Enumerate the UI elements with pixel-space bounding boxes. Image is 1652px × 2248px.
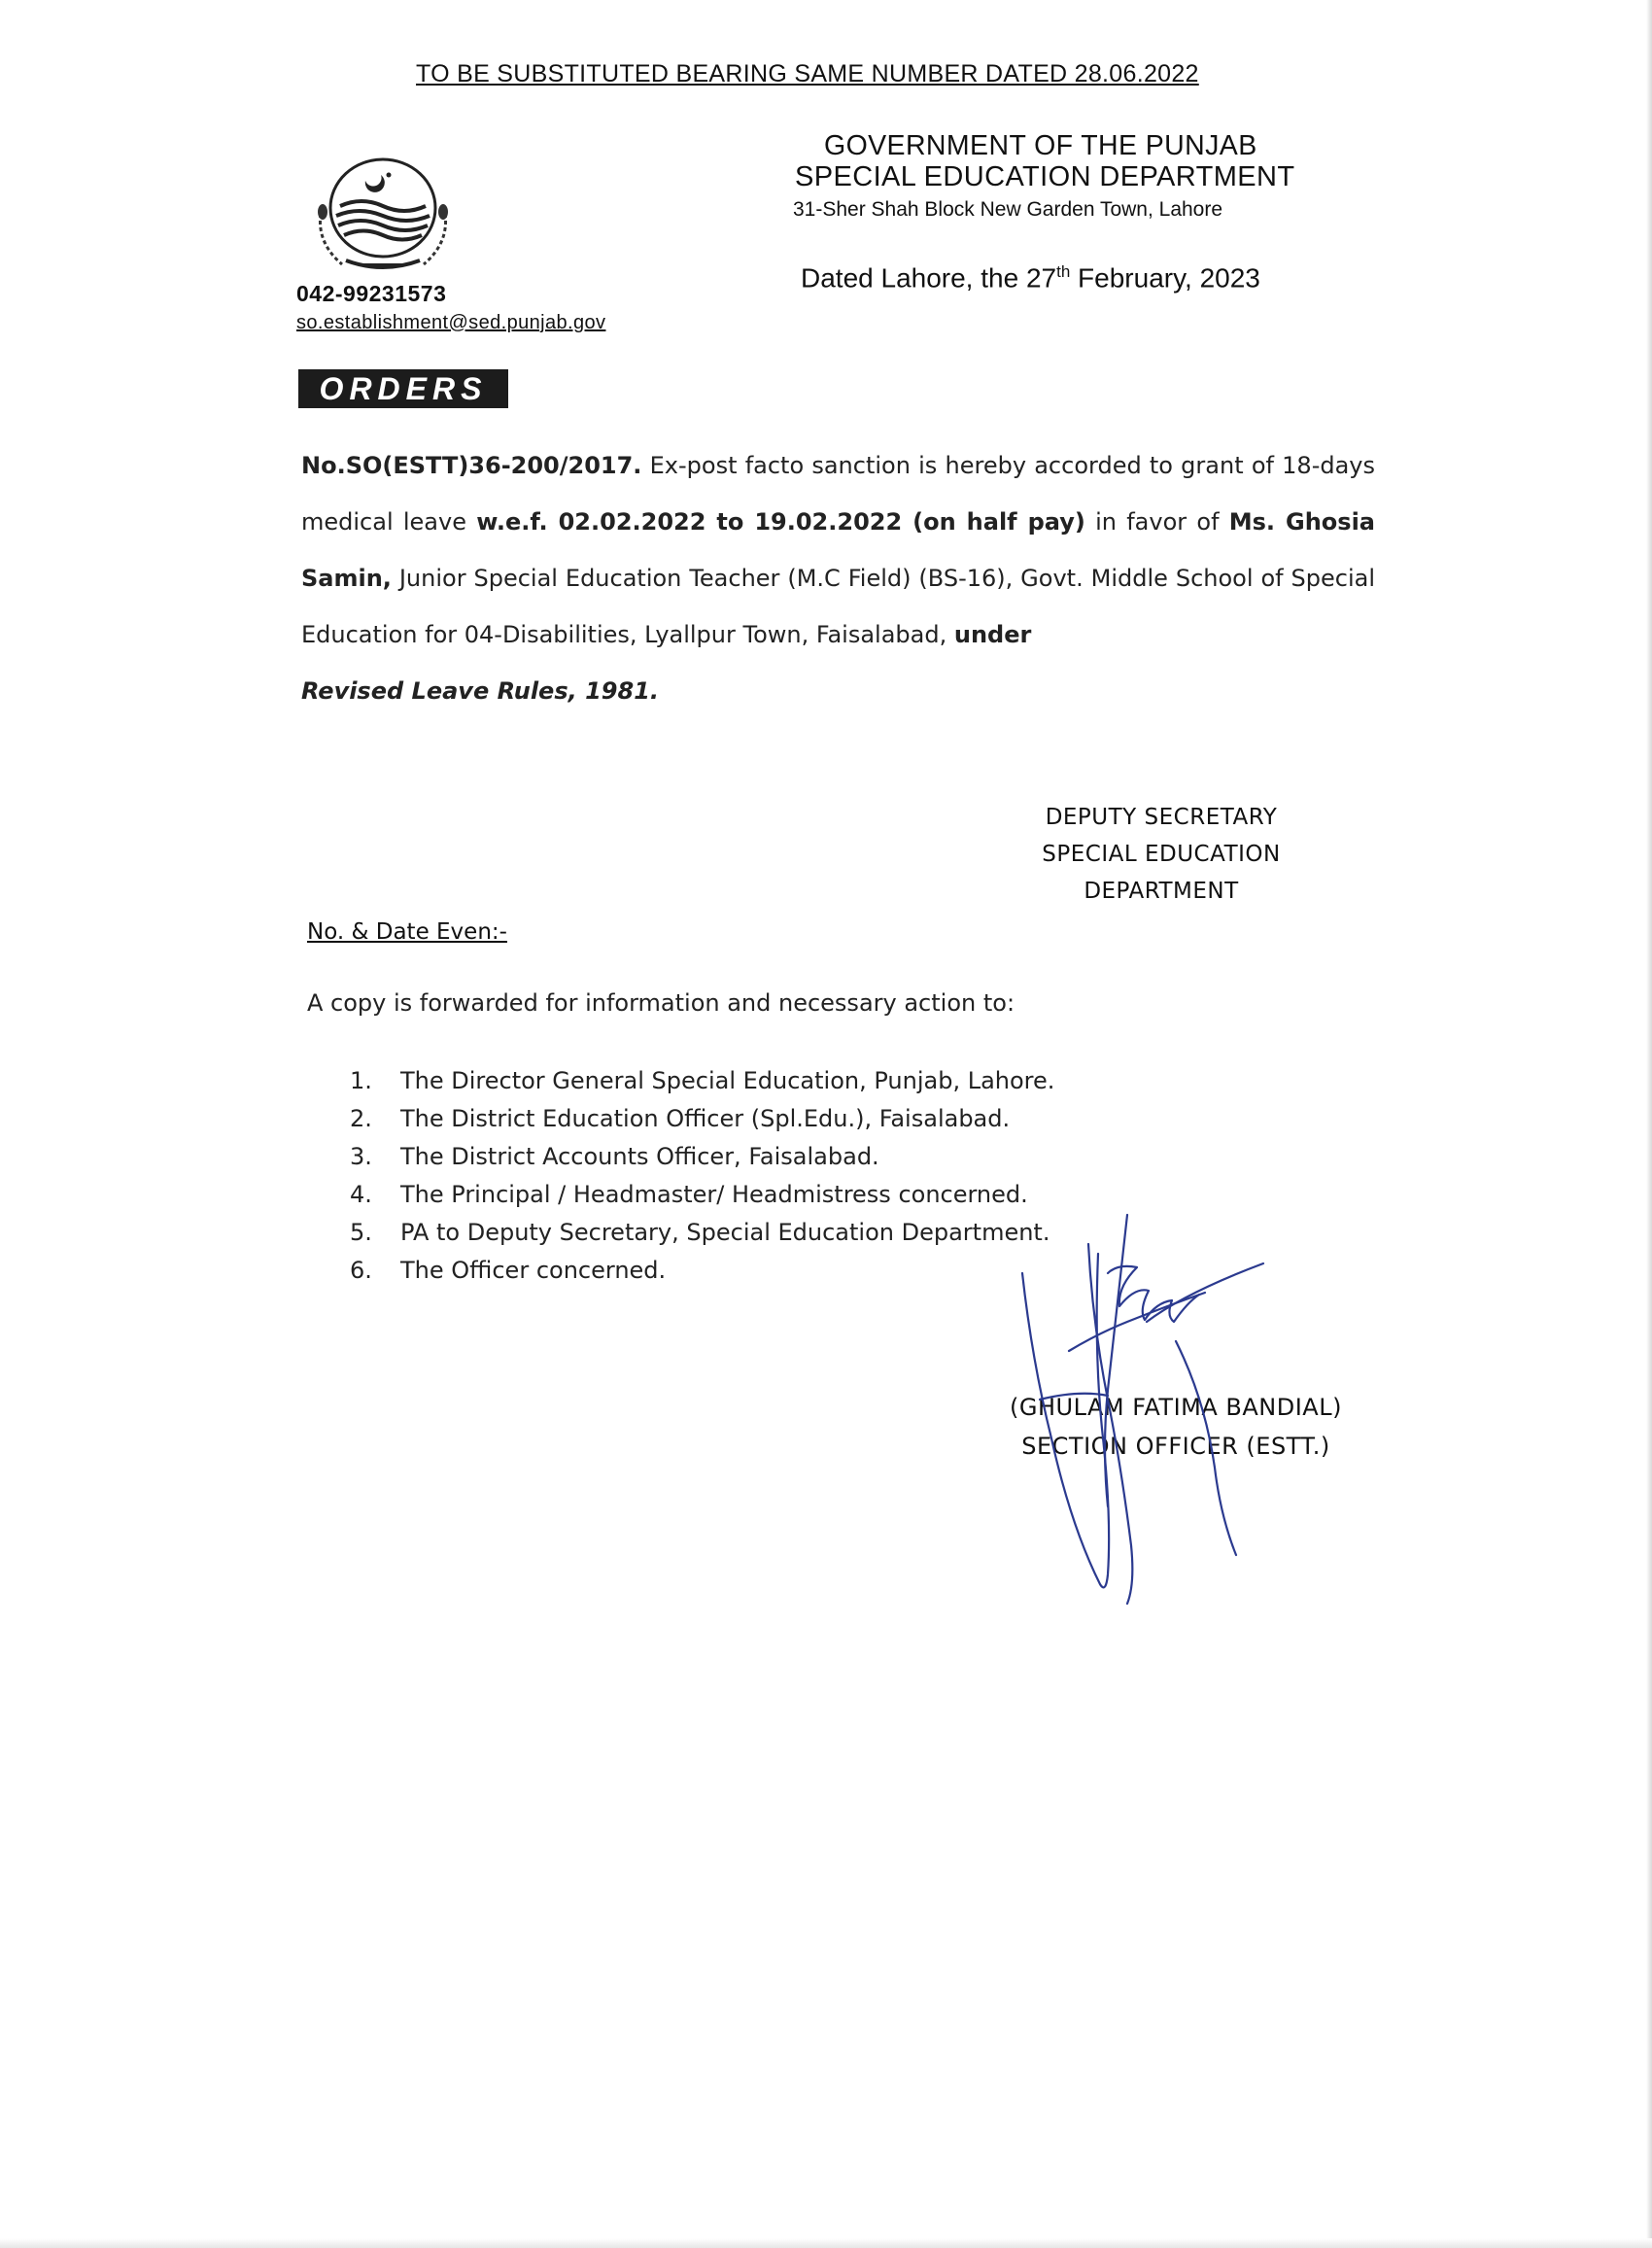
list-item-number: 2. <box>350 1105 372 1132</box>
handwritten-signature <box>1001 1205 1283 1613</box>
issue-date-rest: February, 2023 <box>1070 262 1260 294</box>
order-paragraph <box>301 437 1375 719</box>
order-text-1: Ex-post facto sanction is hereby accorded to grant of 18-days medical leave <box>301 452 1375 536</box>
list-item-text: The Director General Special Education, Punjab, Lahore. <box>400 1067 1055 1094</box>
department-heading: SPECIAL EDUCATION DEPARTMENT <box>795 161 1295 192</box>
section-officer-title: SECTION OFFICER (ESTT.) <box>1021 1433 1330 1460</box>
order-number: No.SO(ESTT)36-200/2017. <box>301 452 642 479</box>
list-item-text: The District Education Officer (Spl.Edu.), Faisalabad. <box>400 1105 1011 1132</box>
government-heading: GOVERNMENT OF THE PUNJAB <box>824 130 1257 161</box>
issue-date-ordinal: th <box>1056 262 1071 281</box>
list-item-text: The Principal / Headmaster/ Headmistress concerned. <box>400 1181 1028 1208</box>
orders-label: ORDERS <box>298 369 508 408</box>
list-item-text: PA to Deputy Secretary, Special Education Department. <box>400 1219 1050 1246</box>
list-item-number: 5. <box>350 1219 372 1246</box>
issue-date-prefix: Dated Lahore, the 27 <box>801 262 1057 294</box>
employee-name: Ms. Ghosia Samin, <box>301 508 1376 592</box>
list-item-number: 4. <box>350 1181 372 1208</box>
scan-edge-right <box>1646 0 1652 2248</box>
list-item <box>350 1100 1054 1138</box>
list-item-text: The Officer concerned. <box>400 1257 667 1284</box>
signatory-1-line-1: DEPUTY SECRETARY <box>1045 805 1278 830</box>
contact-phone: 042-99231573 <box>296 281 447 306</box>
list-item <box>350 1252 1054 1290</box>
department-address: 31-Sher Shah Block New Garden Town, Lahore <box>793 198 1223 221</box>
list-item-text: The District Accounts Officer, Faisalabad. <box>400 1143 879 1170</box>
list-item <box>350 1062 1054 1100</box>
issue-date <box>801 262 1260 294</box>
scan-edge-bottom <box>0 2238 1652 2248</box>
list-item-number: 6. <box>350 1257 372 1284</box>
order-text-3: Junior Special Education Teacher (M.C Field) (BS-16), Govt. Middle School of Special Education for 04-Disabilities, Lyallpur Town, Faisalabad, <box>301 565 1375 648</box>
contact-email: so.establishment@sed.punjab.gov <box>296 312 606 333</box>
copy-forward-intro: A copy is forwarded for information and necessary action to: <box>307 989 1015 1017</box>
signatory-1-line-2: SPECIAL EDUCATION <box>1042 842 1281 867</box>
list-item <box>350 1214 1054 1252</box>
signatory-1-line-3: DEPARTMENT <box>1084 879 1239 904</box>
recipients-list <box>350 1062 1054 1290</box>
order-leave-dates: w.e.f. 02.02.2022 to 19.02.2022 (on half pay) <box>476 508 1085 536</box>
deputy-secretary-signatory <box>981 799 1341 910</box>
order-text-2: in favor of <box>1084 508 1229 536</box>
substitution-note: TO BE SUBSTITUTED BEARING SAME NUMBER DATED 28.06.2022 <box>416 60 1199 87</box>
list-item <box>350 1138 1054 1176</box>
no-date-even: No. & Date Even:- <box>307 919 507 945</box>
list-item <box>350 1176 1054 1214</box>
punjab-emblem-icon <box>307 156 459 276</box>
list-item-number: 3. <box>350 1143 372 1170</box>
section-officer-name: (GHULAM FATIMA BANDIAL) <box>1010 1394 1342 1421</box>
order-under: under <box>953 621 1032 648</box>
list-item-number: 1. <box>350 1067 372 1094</box>
leave-rules: Revised Leave Rules, 1981. <box>301 677 660 705</box>
